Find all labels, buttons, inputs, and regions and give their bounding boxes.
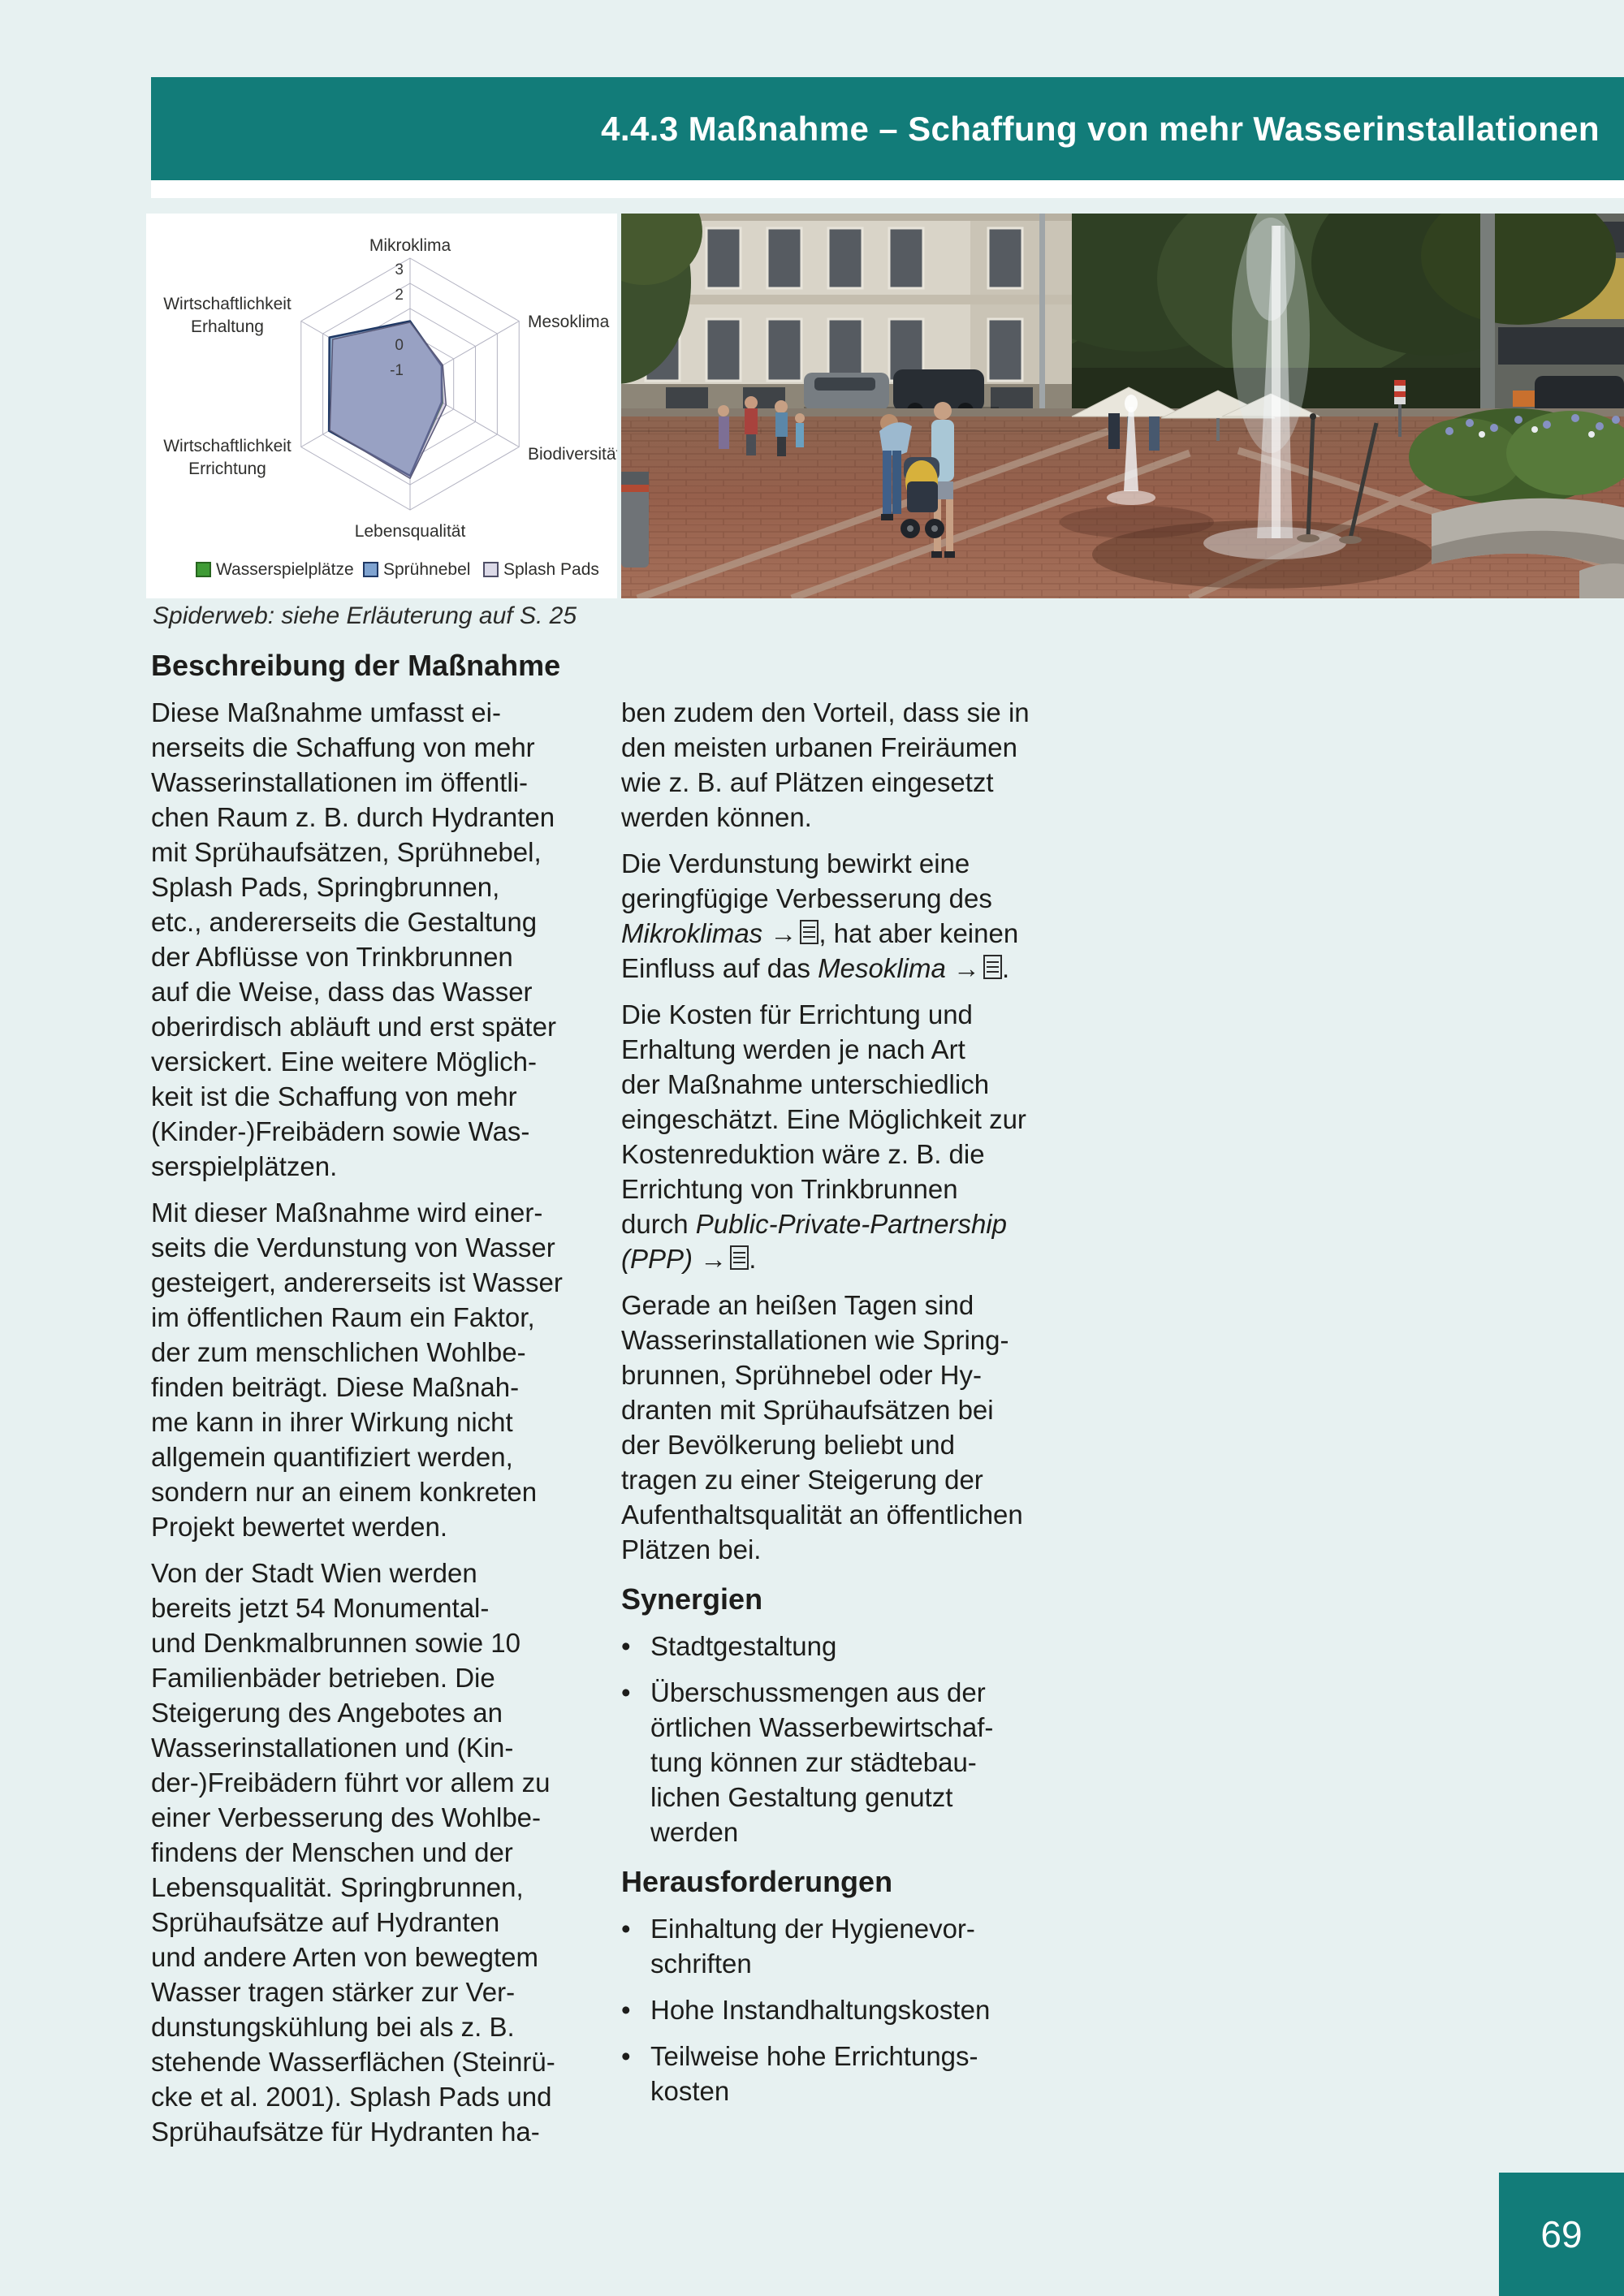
bullet-item — [621, 1911, 1088, 1981]
text-line: Kostenreduktion wäre z. B. die — [621, 1139, 985, 1169]
text-line: dunstungskühlung bei als z. B. — [151, 2012, 515, 2042]
text-line: tragen zu einer Steigerung der — [621, 1465, 983, 1495]
right-column-body — [621, 695, 1088, 2108]
glossary-ref-icon — [800, 920, 818, 944]
glossary-ref-icon — [730, 1245, 749, 1270]
text-line: gesteigert, andererseits ist Wasser — [151, 1267, 563, 1297]
text-line: Wasser tragen stärker zur Ver- — [151, 1977, 516, 2007]
text-line: Errichtung von Trinkbrunnen — [621, 1174, 958, 1204]
text-line: werden — [650, 1817, 739, 1847]
text-line: Wasserinstallationen und (Kin- — [151, 1733, 514, 1763]
text-line: Mit dieser Maßnahme wird einer- — [151, 1198, 543, 1228]
figure-caption: Spiderweb: siehe Erläuterung auf S. 25 — [153, 602, 577, 629]
text-line: der-)Freibädern führt vor allem zu — [151, 1767, 551, 1798]
text-line: bereits jetzt 54 Monumental- — [151, 1593, 490, 1623]
text-segment: Mesoklima — [818, 953, 954, 983]
bullet-text — [650, 2039, 978, 2108]
text-line: sondern nur an einem konkreten — [151, 1477, 538, 1507]
axis-label-line: Errichtung — [188, 460, 266, 478]
text-line: Plätzen bei. — [621, 1534, 762, 1564]
text-segment: Public-Private-Partnership — [695, 1209, 1008, 1239]
text-line: stehende Wasserflächen (Steinrü- — [151, 2047, 555, 2077]
paragraph — [151, 1556, 618, 2149]
bullet-text — [650, 1911, 975, 1981]
text-line: Splash Pads, Springbrunnen, — [151, 872, 500, 902]
text-line: Steigerung des Angebotes an — [151, 1698, 503, 1728]
section-heading-beschreibung: Beschreibung der Maßnahme — [151, 649, 561, 682]
text-line: Familienbäder betrieben. Die — [151, 1663, 495, 1693]
paragraph — [151, 695, 618, 1184]
bullet-item — [621, 1675, 1088, 1849]
radar-tick-label: 2 — [395, 287, 404, 304]
text-line: serspielplätzen. — [151, 1151, 338, 1181]
text-line: brunnen, Sprühnebel oder Hy- — [621, 1360, 982, 1390]
axis-label-line: Wirtschaftlichkeit — [163, 437, 292, 455]
bullet-dot: • — [621, 1995, 631, 2025]
text-line: Von der Stadt Wien werden — [151, 1558, 477, 1588]
text-line: Überschussmengen aus der — [650, 1677, 986, 1707]
text-line: und Denkmalbrunnen sowie 10 — [151, 1628, 520, 1658]
legend-item — [484, 560, 599, 579]
text-line: der Bevölkerung beliebt und — [621, 1430, 955, 1460]
text-line: nerseits die Schaffung von mehr — [151, 732, 535, 762]
paragraph — [621, 997, 1088, 1276]
radar-axis-label — [163, 295, 292, 336]
paragraph — [151, 1195, 618, 1544]
text-line: einer Verbesserung des Wohlbe- — [151, 1802, 542, 1832]
text-line: allgemein quantifiziert werden, — [151, 1442, 513, 1472]
text-line: Wasserinstallationen im öffentli- — [151, 767, 529, 797]
litter-bin — [621, 472, 649, 568]
radar-tick-label: 3 — [395, 261, 404, 278]
text-line: der Abflüsse von Trinkbrunnen — [151, 942, 513, 972]
legend-swatch — [197, 563, 210, 576]
radar-axis-label: Mikroklima — [369, 236, 451, 255]
text-line: schriften — [650, 1949, 752, 1979]
bullet-dot: • — [621, 1677, 631, 1707]
text-line — [621, 1241, 1088, 1276]
bullet-item — [621, 1629, 1088, 1664]
column-spacer — [621, 650, 1088, 695]
glossary-ref-arrow: → — [953, 953, 981, 983]
bullet-text — [650, 1629, 836, 1664]
legend-swatch — [364, 563, 378, 576]
plaza-photo — [621, 214, 1624, 598]
text-segment: . — [749, 1244, 757, 1274]
page-number: 69 — [1540, 2213, 1583, 2255]
radar-tick-label: 0 — [395, 337, 404, 354]
paragraph — [621, 695, 1088, 835]
text-segment: Mikroklimas — [621, 918, 771, 948]
bullet-item — [621, 1992, 1088, 2027]
legend-label: Splash Pads — [503, 560, 599, 579]
text-line: chen Raum z. B. durch Hydranten — [151, 802, 555, 832]
page-number-badge — [1499, 2173, 1624, 2296]
text-line: den meisten urbanen Freiräumen — [621, 732, 1017, 762]
bullet-dot: • — [621, 2041, 631, 2071]
text-line: auf die Weise, dass das Wasser — [151, 977, 533, 1007]
chapter-title: 4.4.3 Maßnahme – Schaffung von mehr Wasserinstallationen — [601, 109, 1600, 148]
text-line: Gerade an heißen Tagen sind — [621, 1290, 974, 1320]
radar-axis-label: Lebensqualität — [354, 522, 466, 541]
text-line: Projekt bewertet werden. — [151, 1512, 448, 1542]
axis-label-line: Erhaltung — [191, 317, 264, 336]
glossary-ref-icon — [983, 955, 1002, 979]
text-segment: , hat aber keinen — [818, 918, 1019, 948]
text-line: Einhaltung der Hygienevor- — [650, 1914, 975, 1944]
text-line: mit Sprühaufsätzen, Sprühnebel, — [151, 837, 542, 867]
text-line: me kann in ihrer Wirkung nicht — [151, 1407, 513, 1437]
text-line: Diese Maßnahme umfasst ei- — [151, 697, 501, 727]
flag-pole — [1039, 214, 1045, 418]
text-line: lichen Gestaltung genutzt — [650, 1782, 953, 1812]
text-line: und andere Arten von bewegtem — [151, 1942, 539, 1972]
legend-label: Wasserspielplätze — [216, 560, 354, 579]
bullet-text — [650, 1675, 993, 1849]
text-line: tung können zur städtebau- — [650, 1747, 977, 1777]
text-line: finden beiträgt. Diese Maßnah- — [151, 1372, 520, 1402]
left-column — [151, 650, 618, 2160]
axis-label-line: Wirtschaftlichkeit — [163, 295, 292, 313]
text-line — [621, 1206, 1088, 1241]
text-line: geringfügige Verbesserung des — [621, 883, 992, 913]
chapter-header-bar — [151, 77, 1624, 180]
right-column — [621, 650, 1088, 2120]
text-line: Sprühaufsätze auf Hydranten — [151, 1907, 500, 1937]
text-line: Teilweise hohe Errichtungs- — [650, 2041, 978, 2071]
text-line: Die Kosten für Errichtung und — [621, 999, 973, 1029]
bullet-text — [650, 1992, 990, 2027]
radar-tick-label: -1 — [390, 362, 404, 379]
radar-chart-svg — [146, 214, 617, 598]
text-segment: durch — [621, 1209, 696, 1239]
text-segment: (PPP) — [621, 1244, 701, 1274]
text-line: Wasserinstallationen wie Spring- — [621, 1325, 1009, 1355]
paragraph — [621, 1288, 1088, 1567]
text-line — [621, 951, 1088, 986]
legend-swatch — [484, 563, 498, 576]
bullet-item — [621, 2039, 1088, 2108]
text-line: im öffentlichen Raum ein Faktor, — [151, 1302, 535, 1332]
section-heading: Synergien — [621, 1582, 763, 1616]
text-line: eingeschätzt. Eine Möglichkeit zur — [621, 1104, 1026, 1134]
text-line: Sprühaufsätze für Hydranten ha- — [151, 2117, 540, 2147]
bullet-dot: • — [621, 1631, 631, 1661]
text-line: wie z. B. auf Plätzen eingesetzt — [621, 767, 994, 797]
glossary-ref-arrow: → — [700, 1244, 728, 1274]
text-line: keit ist die Schaffung von mehr — [151, 1081, 517, 1111]
spiderweb-chart — [146, 214, 617, 598]
text-line: cke et al. 2001). Splash Pads und — [151, 2082, 552, 2112]
text-line: versickert. Eine weitere Möglich- — [151, 1047, 537, 1077]
plaza-photo-scene — [621, 214, 1624, 598]
text-line: etc., andererseits die Gestaltung — [151, 907, 538, 937]
text-line: Hohe Instandhaltungskosten — [650, 1995, 991, 2025]
text-line: findens der Menschen und der — [151, 1837, 513, 1867]
text-line — [621, 916, 1088, 951]
text-line: Die Verdunstung bewirkt eine — [621, 848, 970, 878]
glossary-ref-arrow: → — [770, 918, 797, 948]
text-line: werden können. — [621, 802, 812, 832]
left-column-body — [151, 695, 618, 2149]
radar-axis-label — [163, 437, 292, 478]
text-line: Stadtgestaltung — [650, 1631, 837, 1661]
text-line: (Kinder-)Freibädern sowie Was- — [151, 1116, 530, 1146]
text-line: Erhaltung werden je nach Art — [621, 1034, 965, 1064]
text-line: der Maßnahme unterschiedlich — [621, 1069, 990, 1099]
radar-axis-label: Biodiversität — [528, 445, 617, 464]
text-line: Aufenthaltsqualität an öffentlichen — [621, 1500, 1023, 1530]
radar-series-3 — [330, 322, 446, 478]
legend-item — [197, 560, 354, 579]
legend-label: Sprühnebel — [383, 560, 471, 579]
text-line: oberirdisch abläuft und erst später — [151, 1012, 556, 1042]
radar-axis-label: Mesoklima — [528, 313, 610, 331]
text-line: seits die Verdunstung von Wasser — [151, 1232, 555, 1262]
text-segment: . — [1002, 953, 1010, 983]
legend-item — [364, 560, 470, 579]
paragraph — [621, 846, 1088, 986]
text-line: Lebensqualität. Springbrunnen, — [151, 1872, 524, 1902]
bullet-dot: • — [621, 1914, 631, 1944]
text-line: kosten — [650, 2076, 730, 2106]
stone-bowl — [1579, 563, 1624, 598]
text-line: örtlichen Wasserbewirtschaf- — [650, 1712, 994, 1742]
text-line: ben zudem den Vorteil, dass sie in — [621, 697, 1030, 727]
section-heading: Herausforderungen — [621, 1865, 893, 1898]
text-line: dranten mit Sprühaufsätzen bei — [621, 1395, 994, 1425]
text-line: der zum menschlichen Wohlbe- — [151, 1337, 526, 1367]
header-divider — [151, 180, 1624, 198]
text-segment: Einfluss auf das — [621, 953, 818, 983]
